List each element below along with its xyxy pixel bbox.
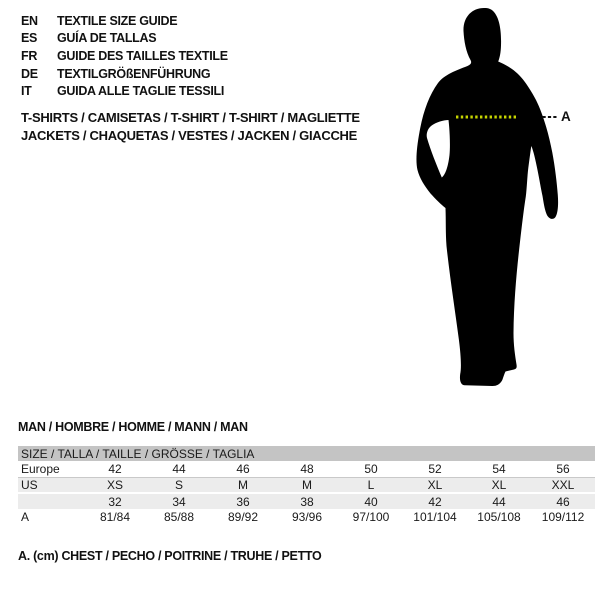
row-label: Europe — [18, 461, 83, 478]
table-cell: 36 — [211, 493, 275, 509]
table-cell: 85/88 — [147, 509, 211, 525]
table-cell: M — [211, 478, 275, 494]
table-cell: S — [147, 478, 211, 494]
table-row-numeric — [18, 493, 595, 509]
measure-label-a: A — [561, 109, 571, 124]
table-cell: L — [339, 478, 403, 494]
table-cell: 42 — [83, 461, 147, 478]
language-title: TEXTILE SIZE GUIDE — [57, 13, 178, 28]
table-cell: 109/112 — [531, 509, 595, 525]
table-cell: 54 — [467, 461, 531, 478]
table-cell: XXL — [531, 478, 595, 494]
table-cell: 48 — [275, 461, 339, 478]
table-cell: 40 — [339, 493, 403, 509]
table-header-row — [18, 446, 595, 461]
table-cell: XL — [403, 478, 467, 494]
table-cell: 46 — [211, 461, 275, 478]
table-cell: 50 — [339, 461, 403, 478]
table-cell: 32 — [83, 493, 147, 509]
table-cell: 44 — [467, 493, 531, 509]
table-cell: 44 — [147, 461, 211, 478]
table-cell: 97/100 — [339, 509, 403, 525]
table-cell: XS — [83, 478, 147, 494]
language-code: EN — [21, 13, 38, 28]
table-cell: 38 — [275, 493, 339, 509]
table-row-chest — [18, 509, 595, 525]
category-tshirts: T-SHIRTS / CAMISETAS / T-SHIRT / T-SHIRT / MAGLIETTE — [21, 110, 360, 125]
man-silhouette-icon — [416, 8, 558, 386]
language-title: GUIDA ALLE TAGLIE TESSILI — [57, 84, 225, 99]
table-cell: 56 — [531, 461, 595, 478]
row-label: US — [18, 478, 83, 494]
table-cell: 101/104 — [403, 509, 467, 525]
table-cell: 93/96 — [275, 509, 339, 525]
table-header-label: SIZE / TALLA / TAILLE / GRÖSSE / TAGLIA — [18, 446, 595, 461]
language-title: TEXTILGRÖßENFÜHRUNG — [57, 66, 211, 81]
table-cell: 34 — [147, 493, 211, 509]
table-cell: 52 — [403, 461, 467, 478]
language-code: DE — [21, 66, 38, 81]
table-cell: XL — [467, 478, 531, 494]
language-code: FR — [21, 48, 38, 63]
table-cell: M — [275, 478, 339, 494]
table-cell: 46 — [531, 493, 595, 509]
table-cell: 42 — [403, 493, 467, 509]
language-title: GUIDE DES TAILLES TEXTILE — [57, 48, 228, 63]
table-cell: 105/108 — [467, 509, 531, 525]
language-code: ES — [21, 31, 38, 46]
language-code: IT — [21, 84, 32, 99]
table-cell: 89/92 — [211, 509, 275, 525]
table-row-us — [18, 478, 595, 494]
table-cell: 81/84 — [83, 509, 147, 525]
section-title: MAN / HOMBRE / HOMME / MANN / MAN — [18, 420, 248, 434]
row-label — [18, 493, 83, 509]
row-label: A — [18, 509, 83, 525]
language-title: GUÍA DE TALLAS — [57, 31, 157, 46]
category-jackets: JACKETS / CHAQUETAS / VESTES / JACKEN / GIACCHE — [21, 127, 357, 143]
table-row-europe — [18, 461, 595, 478]
measurement-footnote: A. (cm) CHEST / PECHO / POITRINE / TRUHE / PETTO — [18, 549, 322, 563]
size-table — [18, 446, 595, 525]
